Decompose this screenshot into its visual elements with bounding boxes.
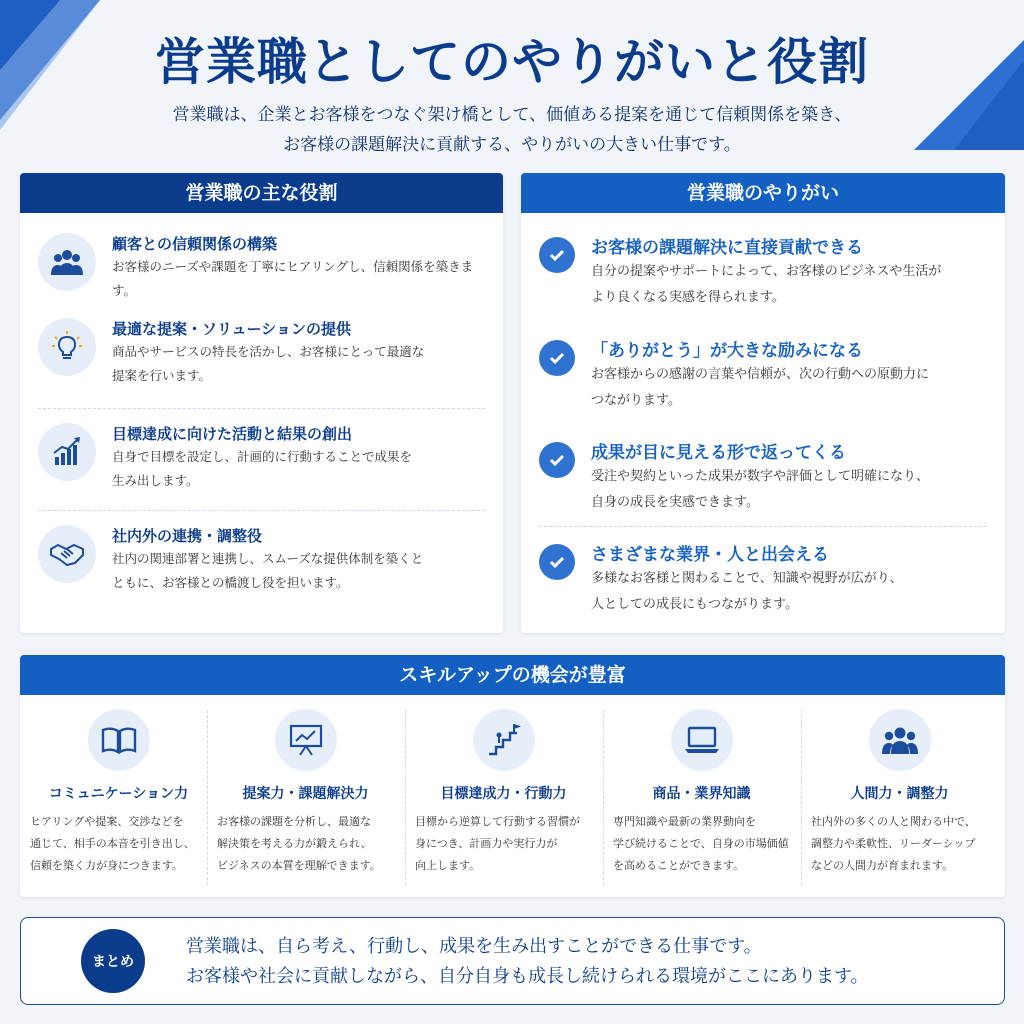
joy-desc-line: 受注や契約といった成果が数字や評価として明確になり、 xyxy=(591,469,930,484)
people-group-icon xyxy=(38,233,96,291)
subtitle-line-1: 営業職は、企業とお客様をつなぐ架け橋として、価値ある提案を通じて信頼関係を築き、 xyxy=(172,105,852,125)
skill-desc xyxy=(613,811,792,877)
role-desc-line: 自身で目標を設定し、計画的に行動することで成果を xyxy=(112,449,413,464)
skill-title: 商品・業界知識 xyxy=(652,786,751,802)
skill-title: コミュニケーション力 xyxy=(48,786,189,802)
skill-desc-line: などの人間力が育まれます。 xyxy=(811,859,954,872)
role-desc xyxy=(112,445,485,493)
skill-desc-line: 専門知識や最新の業界動向を xyxy=(613,815,756,828)
joy-desc xyxy=(591,362,987,414)
role-desc-line: ともに、お客様との橋渡し役を担います。 xyxy=(112,575,349,590)
laptop-icon xyxy=(671,709,733,771)
check-circle-icon xyxy=(539,340,575,376)
skill-item-communication xyxy=(20,705,217,887)
check-circle-icon xyxy=(539,544,575,580)
skill-desc-line: ビジネスの本質を理解できます。 xyxy=(217,859,381,872)
skill-desc-line: 目標から逆算して行動する習慣が xyxy=(415,815,580,828)
role-desc-line: 商品やサービスの特長を活かし、お客様にとって最適な xyxy=(112,344,425,359)
skill-desc xyxy=(415,811,594,877)
skill-desc-line: 社内外の多くの人と関わる中で、 xyxy=(811,815,976,828)
skill-title: 人間力・調整力 xyxy=(850,786,949,802)
skill-item-goal-achievement xyxy=(405,705,602,887)
summary-text xyxy=(186,932,869,992)
divider xyxy=(38,510,485,511)
lightbulb-icon xyxy=(38,318,96,376)
summary-badge: まとめ xyxy=(81,929,145,993)
joy-desc xyxy=(591,259,987,311)
joy-desc-line: 多様なお客様と関わることで、知識や視野が広がり、 xyxy=(591,571,903,586)
role-desc-line: お客様のニーズや課題を丁寧にヒアリングし、信頼関係を築きます。 xyxy=(112,259,474,298)
divider xyxy=(539,526,987,527)
role-desc xyxy=(112,547,485,595)
check-circle-icon xyxy=(539,237,575,273)
joy-title: お客様の課題解決に直接貢献できる xyxy=(591,238,863,258)
handshake-icon xyxy=(38,525,96,583)
skill-desc xyxy=(30,811,209,877)
skills-heading: スキルアップの機会が豊富 xyxy=(20,655,1005,695)
growth-chart-icon xyxy=(38,423,96,481)
role-desc-line: 社内の関連部署と連携し、スムーズな提供体制を築くと xyxy=(112,551,424,566)
skill-desc-line: 学び続けることで、自身の市場価値 xyxy=(613,837,789,850)
skill-desc-line: 信頼を築く力が身につきます。 xyxy=(30,859,183,872)
skill-desc xyxy=(217,811,396,877)
skill-item-knowledge xyxy=(603,705,800,887)
roles-panel xyxy=(20,173,503,633)
joy-desc-line: 人としての成長にもつながります。 xyxy=(591,597,798,612)
page-title: 営業職としてのやりがいと役割 xyxy=(155,32,869,91)
skill-desc-line: 身につき、計画力や実行力が xyxy=(415,837,558,850)
skill-desc-line: を高めることができます。 xyxy=(613,859,745,872)
skill-desc-line: 調整力や柔軟性、リーダーシップ xyxy=(811,837,976,850)
roles-heading: 営業職の主な役割 xyxy=(20,173,503,213)
joy-title: 成果が目に見える形で返ってくる xyxy=(591,443,846,463)
summary-box xyxy=(20,917,1005,1005)
book-icon xyxy=(88,709,150,771)
skill-item-people xyxy=(801,705,998,887)
subtitle-line-2: お客様の課題解決に貢献する、やりがいの大きい仕事です。 xyxy=(283,135,741,155)
presentation-board-icon xyxy=(275,709,337,771)
summary-line-1: 営業職は、自ら考え、行動し、成果を生み出すことができる仕事です。 xyxy=(186,936,762,957)
skill-desc-line: 解決策を考える力が鍛えられ、 xyxy=(217,837,372,850)
skill-desc xyxy=(811,811,990,877)
joy-desc-line: より良くなる実感を得られます。 xyxy=(591,290,785,305)
skill-title: 目標達成力・行動力 xyxy=(440,786,567,802)
joy-desc-line: 自身の成長を実感できます。 xyxy=(591,495,759,510)
role-desc-line: 生み出します。 xyxy=(112,473,199,488)
joy-title: 「ありがとう」が大きな励みになる xyxy=(591,341,863,361)
skill-desc-line: 通じて、相手の本音を引き出し、 xyxy=(30,837,195,850)
role-title: 最適な提案・ソリューションの提供 xyxy=(112,320,351,338)
joy-title: さまざまな業界・人と出会える xyxy=(591,545,829,565)
joys-heading: 営業職のやりがい xyxy=(521,173,1005,213)
joy-desc-line: 自分の提案やサポートによって、お客様のビジネスや生活が xyxy=(591,264,942,279)
page-subtitle xyxy=(0,100,1024,160)
role-desc xyxy=(112,340,485,388)
team-icon xyxy=(869,709,931,771)
role-desc xyxy=(112,255,485,303)
summary-line-2: お客様や社会に貢献しながら、自分自身も成長し続けられる環境がここにあります。 xyxy=(186,966,869,987)
joy-desc xyxy=(591,464,987,516)
joy-desc-line: お客様からの感謝の言葉や信頼が、次の行動への原動力に xyxy=(591,367,930,382)
role-title: 社内外の連携・調整役 xyxy=(112,527,263,545)
check-circle-icon xyxy=(539,442,575,478)
divider xyxy=(38,408,485,409)
joy-desc-line: つながります。 xyxy=(591,393,681,408)
joy-desc xyxy=(591,566,987,618)
skill-title: 提案力・課題解決力 xyxy=(242,786,369,802)
skill-desc-line: ヒアリングや提案、交渉などを xyxy=(30,815,184,828)
stairs-flag-icon xyxy=(473,709,535,771)
role-title: 目標達成に向けた活動と結果の創出 xyxy=(112,425,353,443)
role-desc-line: 提案を行います。 xyxy=(112,368,212,383)
role-title: 顧客との信頼関係の構築 xyxy=(112,235,278,253)
skill-item-proposal xyxy=(207,705,404,887)
skills-panel xyxy=(20,655,1005,897)
skill-desc-line: 向上します。 xyxy=(415,859,481,872)
skill-desc-line: お客様の課題を分析し、最適な xyxy=(217,815,371,828)
joys-panel xyxy=(521,173,1005,633)
